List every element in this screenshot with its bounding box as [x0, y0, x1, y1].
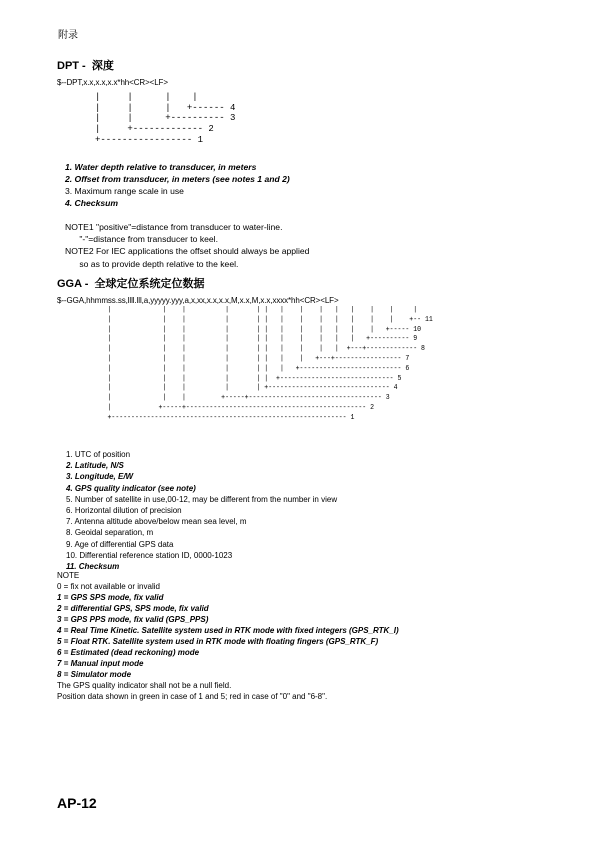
dpt-field-list: [65, 161, 290, 209]
gga-notes: [57, 570, 399, 702]
dpt-note-line: so as to provide depth relative to the keel.: [65, 258, 239, 269]
gga-note-line: 2 = differential GPS, SPS mode, fix valid: [57, 604, 209, 613]
gga-field-item: 2. Latitude, N/S: [66, 461, 124, 471]
dpt-sentence-format: $--DPT,x.x,x.x,x.x*hh<CR><LF>: [57, 78, 168, 87]
gga-note-heading: NOTE: [57, 571, 80, 580]
dpt-field-item: 3. Maximum range scale in use: [65, 186, 184, 197]
gga-field-item: 10. Differential reference station ID, 0000-1023: [66, 550, 233, 560]
dpt-note-line: NOTE1 "positive"=distance from transducer to water-line.: [65, 222, 283, 232]
gga-note-line: 3 = GPS PPS mode, fix valid (GPS_PPS): [57, 615, 209, 624]
gga-note-line: Position data shown in green in case of 1 and 5; red in case of "0" and "6-8".: [57, 692, 328, 701]
running-header: 附录: [58, 30, 78, 41]
dpt-section-title: DPT - 深度: [57, 60, 114, 72]
dpt-field-item: 4. Checksum: [65, 198, 119, 209]
gga-note-line: 1 = GPS SPS mode, fix valid: [57, 593, 164, 602]
gga-field-item: 5. Number of satellite in use,00-12, may be different from the number in view: [66, 494, 338, 504]
gga-field-item: 9. Age of differential GPS data: [66, 539, 174, 549]
gga-note-line: The GPS quality indicator shall not be a null field.: [57, 681, 232, 690]
dpt-field-item: 1. Water depth relative to transducer, in meters: [65, 162, 257, 172]
dpt-field-diagram: | | | | | | | +------ 4 | | +---------- 3 | +------------- 2 +----------------- 1: [95, 92, 236, 145]
gga-field-item: 6. Horizontal dilution of precision: [66, 506, 182, 516]
page-number: AP-12: [57, 795, 97, 811]
gga-note-line: 6 = Estimated (dead reckoning) mode: [57, 648, 200, 657]
gga-field-item: 8. Geoidal separation, m: [66, 528, 154, 538]
gga-field-item: 4. GPS quality indicator (see note): [66, 483, 196, 493]
dpt-note-line: NOTE2 For IEC applications the offset should always be applied: [65, 246, 310, 257]
gga-note-line: 5 = Float RTK. Satellite system used in RTK mode with floating fingers (GPS_RTK_F): [57, 637, 379, 646]
dpt-note-line: "-"=distance from transducer to keel.: [65, 234, 218, 245]
gga-note-line: 0 = fix not available or invalid: [57, 582, 160, 591]
gga-field-item: 7. Antenna altitude above/below mean sea level, m: [66, 517, 247, 527]
gga-note-line: 7 = Manual input mode: [57, 659, 144, 668]
gga-sentence-format: $--GGA,hhmmss.ss,llll.lll,a,yyyyy.yyy,a,x,xx,x.x,x.x,M,x.x,M,x.x,xxxx*hh<CR><LF>: [57, 296, 339, 305]
dpt-field-item: 2. Offset from transducer, in meters (see notes 1 and 2): [65, 174, 290, 185]
dpt-notes: [65, 221, 309, 270]
gga-section-title: GGA - 全球定位系统定位数据: [57, 278, 205, 290]
gga-field-diagram: | | | | | | | | | | | | | | | | | | | | | | | | | | | +-- 11 | | | | | | | | | | | | +----- 10 | | | | | | | | | | | +---------- 9 | | | | | | | | | | +---+------------- 8 | | | | | | | | +---+----------------- 7 | | | | | | | +-------------------------- 6 | | | | | | +----------------------------- 5 | | | | | +------------------------------- 4 | | | +-----+---------------------------------- 3 | +-----+---------------------------------------------- 2 +------------------------------------------------------------ 1: [107, 306, 433, 422]
gga-field-item: 1. UTC of position: [66, 450, 131, 459]
gga-note-line: 4 = Real Time Kinetic. Satellite system used in RTK mode with fixed integers (GPS_RTK_I): [57, 626, 399, 635]
gga-field-list: [66, 449, 337, 572]
gga-field-item: 11. Checksum: [66, 562, 120, 572]
gga-field-item: 3. Longitude, E/W: [66, 472, 134, 482]
gga-note-line: 8 = Simulator mode: [57, 670, 132, 679]
